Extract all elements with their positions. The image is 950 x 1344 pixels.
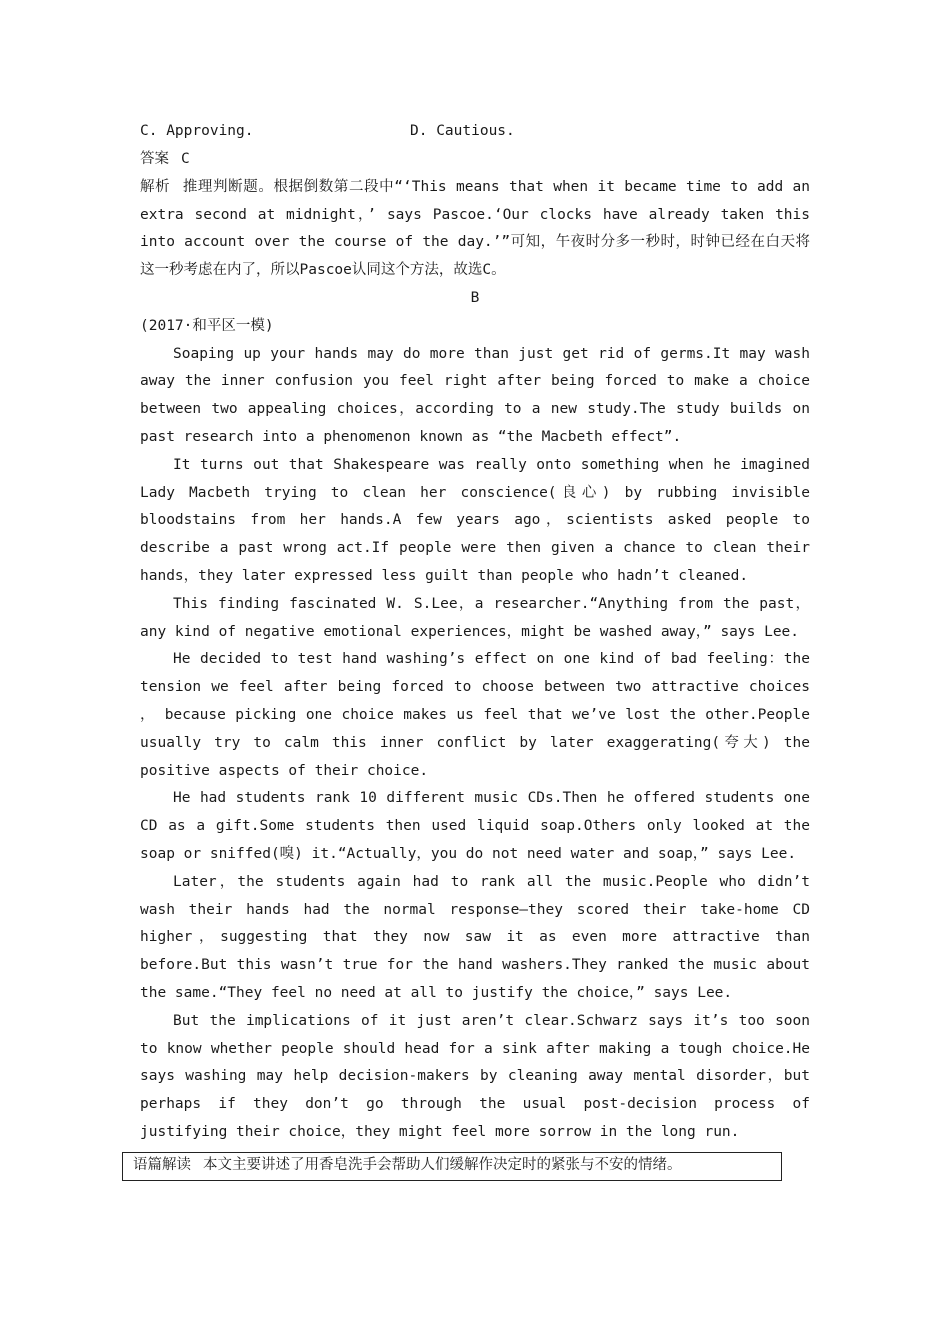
section-title: B <box>470 289 480 306</box>
option-c: C. Approving. <box>140 123 254 139</box>
passage-paragraph-3: This finding fascinated W. S.Lee，a researcher.“Anything from the past，any kind of negative emotional experiences，might be washed away，” says Lee. <box>140 595 810 640</box>
option-d: D. Cautious. <box>410 123 515 139</box>
passage-paragraph-2: It turns out that Shakespeare was really onto something when he imagined Lady Macbeth trying to clean her conscience(良心) by rubbing invisible bloodstains from her hands.A few years ago，scientists asked people to describe a past wrong act.If people were then given a chance to clean their hands，they later expressed less guilt than people who hadn’t cleaned. <box>140 456 810 584</box>
answer-label: 答案 <box>140 151 169 167</box>
passage-paragraph-4: He decided to test hand washing’s effect on one kind of bad feeling：the tension we feel after being forced to choose between two attractive choices ， because picking one choice makes us feel that we’ve lost the other.People usually try to calm this inner conflict by later exaggerating(夸大) the positive aspects of their choice. <box>140 651 810 779</box>
passage-paragraph-7: But the implications of it just aren’t clear.Schwarz says it’s too soon to know whether people should head for a sink after making a tough choice.He says washing may help decision-makers by cleaning away mental disorder，but perhaps if they don’t go through the usual post-decision process of justifying their choice，they might feel more sorrow in the long run. <box>140 1012 810 1140</box>
answer-line <box>140 146 810 174</box>
passage-paragraph-6: Later，the students again had to rank all the music.People who didn’t wash their hands had the normal response—they scored their take-home CD higher，suggesting that they now saw it as even more attractive than before.But this wasn’t true for the hand washers.They ranked the music about the same.“They feel no need at all to justify the choice，” says Lee. <box>140 873 810 1001</box>
analysis-label: 解析 <box>140 178 171 195</box>
analysis-paragraph <box>140 174 810 285</box>
section-source: (2017·和平区一模) <box>140 317 274 334</box>
summary-label: 语篇解读 <box>133 1157 191 1173</box>
passage-summary-box <box>122 1152 782 1181</box>
passage-paragraph-5: He had students rank 10 different music CDs.Then he offered students one CD as a gift.Some students then used liquid soap.Others only looked at the soap or sniffed(嗅) it.“Actually，you do not need water and soap，” says Lee. <box>140 790 810 862</box>
document-page <box>140 118 810 1147</box>
summary-text: 本文主要讲述了用香皂洗手会帮助人们缓解作决定时的紧张与不安的情绪。 <box>203 1157 682 1173</box>
analysis-text: 推理判断题。根据倒数第二段中“‘This means that when it became time to add an extra second at midnight，’ says Pascoe.‘Our clocks have already taken this into account over the course of the day.’”可知，午夜时分多一秒时，时钟已经在白天将这一秒考虑在内了，所以Pascoe认同这个方法，故选C。 <box>140 178 811 279</box>
passage-paragraph-1: Soaping up your hands may do more than just get rid of germs.It may wash away the inner confusion you feel right after being forced to make a choice between two appealing choices，according to a new study.The study builds on past research into a phenomenon known as “the Macbeth effect”. <box>140 345 810 445</box>
answer-options <box>140 118 810 146</box>
answer-value: C <box>181 151 190 167</box>
